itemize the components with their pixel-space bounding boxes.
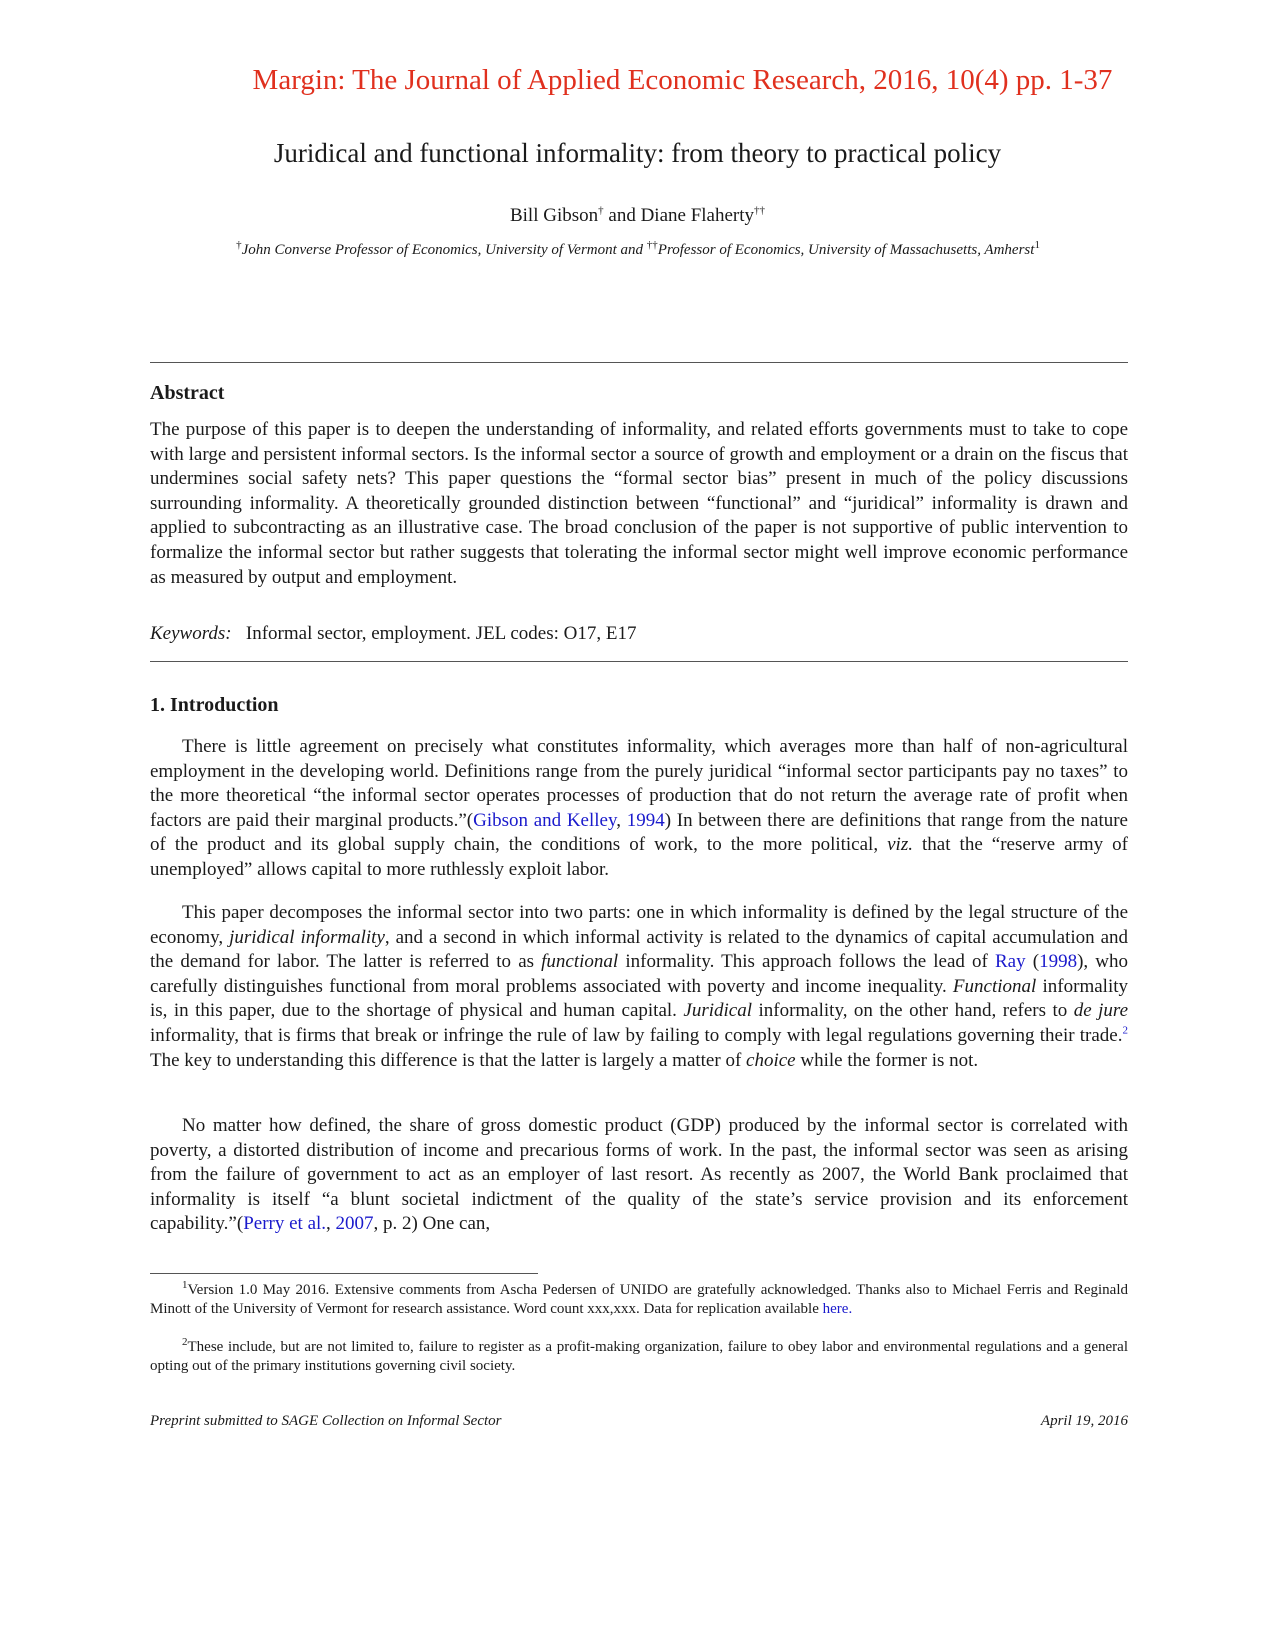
- text: (: [1025, 951, 1040, 973]
- text: that the “reserve army of unemployed” allows capital to more ruthlessly exploit labor.: [150, 834, 1129, 880]
- footnote-mark: 2: [182, 1336, 188, 1348]
- intro-paragraph-3: [150, 1114, 1128, 1237]
- citation-link[interactable]: Gibson and Kelley: [473, 809, 617, 831]
- author-line: [0, 205, 1275, 227]
- author-name: Diane Flaherty: [640, 205, 755, 226]
- footnote-2: [150, 1338, 1128, 1376]
- intro-paragraph-1: [150, 735, 1128, 883]
- footnote-link[interactable]: 2: [1122, 1024, 1128, 1037]
- citation-link[interactable]: Ray: [995, 951, 1026, 973]
- text-italic: choice: [746, 1049, 796, 1071]
- footer-date: April 19, 2016: [1040, 1413, 1128, 1429]
- abstract-body: The purpose of this paper is to deepen the understanding of informality, and related efforts governments must to take to cope with large and persistent informal sectors. Is the informal sector a source of growth and employment or a drain on the fiscus that undermines social safety nets? This paper questions the “formal sector bias” present in much of the policy discussions surrounding informality. A theoretically grounded distinction between “functional” and “juridical” informality is drawn and applied to subcontracting as an illustrative case. The broad conclusion of the paper is not supportive of public intervention to formalize the informal sector but rather suggests that tolerating the informal sector might well improve economic performance as measured by output and employment.: [150, 419, 1128, 588]
- text: informality, on the other hand, refers to: [752, 1000, 1074, 1022]
- affiliations: [148, 240, 1128, 260]
- footer-left: Preprint submitted to SAGE Collection on Informal Sector: [150, 1413, 502, 1429]
- text: ) In between there are definitions that range from the nature of the product and its global supply chain, the conditions of work, to the more political,: [150, 809, 1128, 856]
- text: The key to understanding this difference is that the latter is largely a matter of: [150, 1049, 747, 1071]
- intro-paragraph-2: [150, 901, 1128, 1073]
- text-italic: de jure: [1073, 1000, 1129, 1022]
- affiliation-text: John Converse Professor of Economics, University of Vermont and: [241, 242, 647, 258]
- text: , p. 2) One can,: [373, 1213, 491, 1235]
- keywords-text: Informal sector, employment. JEL codes: O17, E17: [245, 623, 637, 644]
- text: informality is, in this paper, due to the shortage of physical and human capital.: [150, 975, 1128, 1022]
- text-italic: functional: [541, 951, 619, 973]
- citation-link[interactable]: Perry et al.: [243, 1213, 327, 1235]
- text-italic: viz.: [887, 834, 913, 856]
- author-name: Bill Gibson: [509, 205, 599, 226]
- footnote-1: [150, 1281, 1128, 1319]
- text: ,: [326, 1213, 336, 1235]
- text: informality. This approach follows the lead of: [618, 951, 995, 973]
- citation-year-link[interactable]: 2007: [335, 1213, 374, 1235]
- affiliation-mark: ††: [646, 239, 658, 251]
- keywords-label: Keywords:: [150, 623, 232, 644]
- citation-year-link[interactable]: 1998: [1039, 951, 1078, 973]
- text-italic: juridical informality: [229, 926, 385, 948]
- text: ,: [616, 809, 627, 831]
- text: ), who carefully distinguishes functional from moral problems associated with poverty and income inequality.: [150, 951, 1129, 997]
- data-replication-link[interactable]: here.: [822, 1301, 853, 1317]
- journal-header: Margin: The Journal of Applied Economic Research, 2016, 10(4) pp. 1-37: [252, 64, 1113, 96]
- abstract-bottom-rule: [150, 661, 1128, 662]
- text: informality, that is firms that break or infringe the rule of law by failing to comply with legal regulations governing their trade.: [150, 1024, 1123, 1046]
- text: No matter how defined, the share of gross domestic product (GDP) produced by the informal sector is correlated with poverty, a distorted distribution of income and precarious forms of work. In the past, the informal sector was seen as arising from the failure of government to act as an employer of last resort. As recently as 2007, the World Bank proclaimed that informality is itself “a blunt societal indictment of the quality of the state’s service provision and its enforcement capability.”(: [150, 1115, 1128, 1235]
- text-italic: Juridical: [683, 1000, 752, 1022]
- text: There is little agreement on precisely what constitutes informality, which averages more than half of non-agricultural employment in the developing world. Definitions range from the purely juridical “informal sector participants pay no taxes” to the more theoretical “the informal sector operates processes of production that do not return the average rate of profit when factors are paid their marginal products.”(: [150, 736, 1128, 831]
- author-joiner: and: [603, 205, 641, 226]
- footnote-text: These include, but are not limited to, failure to register as a profit-making organization, failure to obey labor and environmental regulations and a general opting out of the primary institutions governing civil society.: [150, 1339, 1128, 1374]
- abstract-top-rule: [150, 362, 1128, 363]
- text: This paper decomposes the informal sector into two parts: one in which informality is defined by the legal structure of the economy,: [150, 902, 1128, 948]
- keywords-line: [150, 622, 1128, 647]
- footnote-mark[interactable]: 1: [1034, 239, 1040, 251]
- section-heading-introduction: 1. Introduction: [150, 694, 279, 716]
- text: while the former is not.: [795, 1049, 979, 1071]
- footnote-text: Version 1.0 May 2016. Extensive comments from Ascha Pedersen of UNIDO are gratefully acknowledged. Thanks also to Michael Ferris and Reginald Minott of the University of Vermont for research assistance. Word count xxx,xxx. Data for replication available: [150, 1282, 1128, 1317]
- affiliation-text: Professor of Economics, University of Massachusetts, Amherst: [657, 242, 1035, 258]
- affiliation-mark: ††: [754, 204, 766, 217]
- footnote-mark: 1: [182, 1279, 188, 1291]
- citation-year-link[interactable]: 1994: [626, 809, 665, 831]
- text: , and a second in which informal activity is related to the dynamics of capital accumulation and the demand for labor. The latter is referred to as: [150, 926, 1129, 973]
- abstract-heading: Abstract: [150, 382, 225, 404]
- affiliation-mark: †: [598, 204, 604, 217]
- text-italic: Functional: [952, 975, 1037, 997]
- footnote-rule: [150, 1273, 538, 1274]
- paper-title: Juridical and functional informality: from theory to practical policy: [273, 138, 1002, 168]
- affiliation-mark: †: [236, 239, 242, 251]
